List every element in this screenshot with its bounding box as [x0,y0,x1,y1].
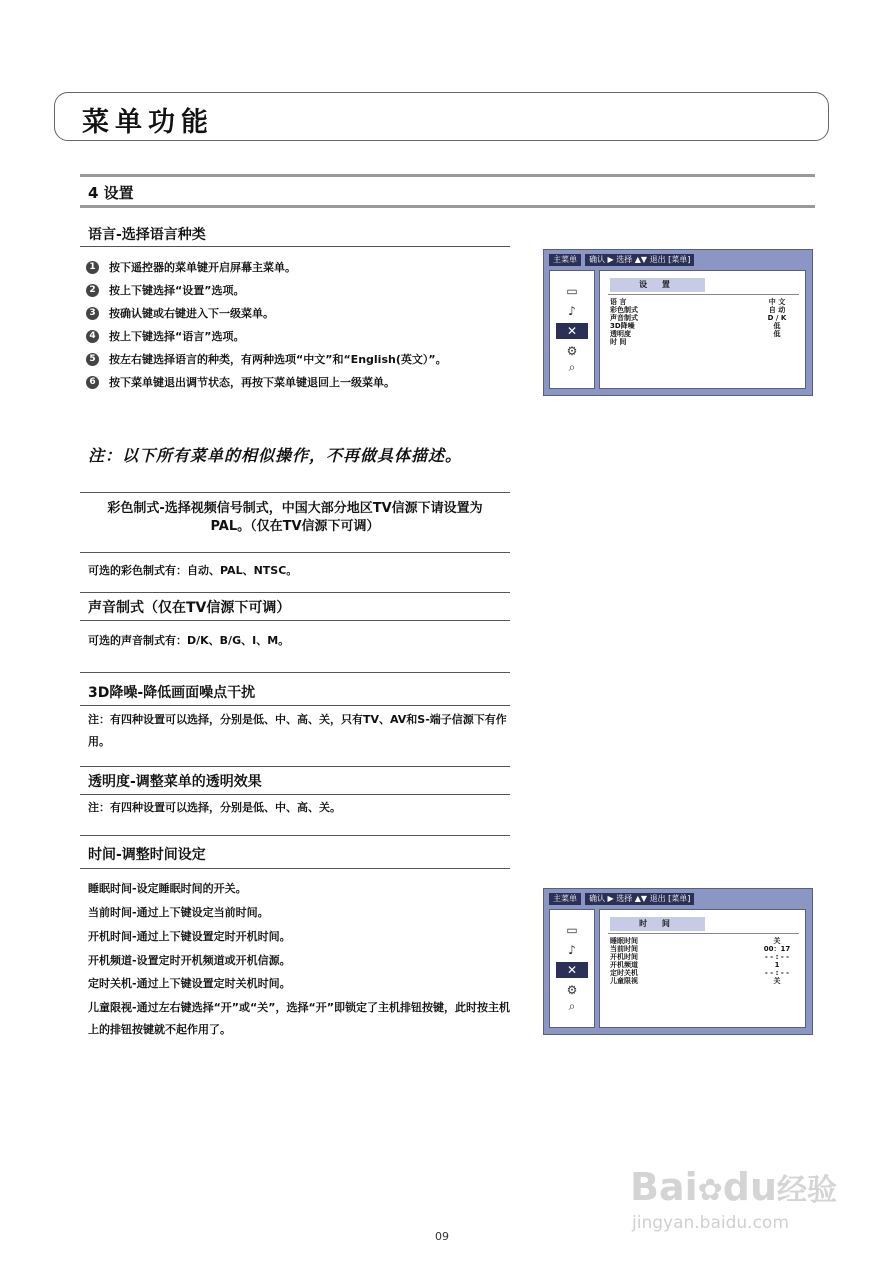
osd-row-label: 3D降噪 [610,322,635,330]
osd-row-label: 开机时间 [610,953,638,961]
osd-row-value: D / K [767,314,787,322]
section-divider-bottom [80,205,815,208]
tools-icon: ✕ [556,962,588,978]
time-line: 开机频道-设置定时开机频道或开机信源。 [88,954,291,967]
step-number: 2 [86,284,99,297]
language-step [86,374,395,390]
step-number: 3 [86,307,99,320]
transparency-heading: 透明度-调整菜单的透明效果 [88,774,262,790]
divider [80,620,510,621]
color-heading: 彩色制式-选择视频信号制式，中国大部分地区TV信源下请设置为PAL。（仅在TV信源下可调） [107,501,483,534]
osd-rows [610,937,797,985]
settings-menu-screenshot [543,249,813,396]
step-number: 4 [86,330,99,343]
osd-row-value: 关 [773,977,781,985]
osd-row-value: 中 文 [768,298,786,306]
general-note: 注：以下所有菜单的相似操作，不再做具体描述。 [88,446,463,465]
language-step [86,351,447,367]
osd-row [610,945,797,953]
osd-tab-title: 时 间 [610,917,705,931]
picture-icon: ▭ [566,284,578,298]
osd-row [610,953,797,961]
section-title: 4 设置 [88,184,134,202]
osd-row-value: - - : - - [764,969,790,977]
sound-icon: ♪ [568,943,576,957]
divider [80,835,510,836]
page-title: 菜单功能 [82,107,214,138]
baidu-watermark-logo [630,1165,837,1209]
osd-row [610,338,797,346]
time-line: 当前时间-通过上下键设定当前时间。 [88,906,269,919]
page-number: 09 [435,1230,449,1243]
osd-row-value [757,338,797,346]
osd-row-label: 开机频道 [610,961,638,969]
osd-row [610,322,797,330]
step-number: 6 [86,376,99,389]
osd-row-value: - - : - - [764,953,790,961]
osd-row [610,330,797,338]
time-line: 儿童限视-通过左右键选择“开”或“关”，选择“开”即锁定了主机排钮按键，此时按主机上的排钮按键就不起作用了。 [88,1001,510,1036]
osd-row [610,969,797,977]
osd-row-label: 语 言 [610,298,627,306]
color-body: 可选的彩色制式有：自动、PAL、NTSC。 [88,564,298,577]
transparency-body: 注：有四种设置可以选择，分别是低、中、高、关。 [88,801,341,814]
osd-tab-title: 设 置 [610,278,705,292]
language-step [86,282,244,298]
osd-content [599,270,806,389]
gear-icon: ⚙ [566,344,578,358]
osd-icon-column [549,909,595,1028]
language-step [86,259,296,275]
osd-row-value: 自 动 [768,306,786,314]
divider [80,868,510,869]
osd-hint-label: 确认 ▶ 选择 ▲▼ 退出 [菜单] [585,893,694,905]
osd-row [610,298,797,306]
osd-rows [610,298,797,346]
picture-icon: ▭ [566,923,578,937]
watermark-suffix: 经验 [777,1173,838,1208]
osd-divider [608,294,799,295]
watermark-brand: Bai [630,1165,698,1209]
osd-row-label: 时 间 [610,338,627,346]
osd-row-label: 当前时间 [610,945,638,953]
osd-top-bar [549,254,807,266]
time-heading: 时间-调整时间设定 [88,847,206,863]
osd-row-label: 声音制式 [610,314,638,322]
divider [80,246,510,247]
step-number: 5 [86,353,99,366]
time-line: 开机时间-通过上下键设置定时开机时间。 [88,930,291,943]
gear-icon: ⚙ [566,983,578,997]
step-text: 按上下键选择“设置”选项。 [109,284,245,297]
osd-row [610,306,797,314]
step-text: 按左右键选择语言的种类，有两种选项“中文”和“English(英文）”。 [109,353,447,366]
osd-row-value: 关 [773,937,781,945]
divider [80,794,510,795]
osd-content [599,909,806,1028]
watermark-brand2: du [722,1165,778,1209]
divider [80,672,510,673]
divider [80,552,510,553]
step-number: 1 [86,261,99,274]
osd-row-value: 低 [773,322,781,330]
osd-row-label: 睡眠时间 [610,937,638,945]
sound-body: 可选的声音制式有：D/K、B/G、I、M。 [88,634,290,647]
osd-main-menu-label: 主菜单 [549,893,581,905]
sound-icon: ♪ [568,304,576,318]
language-step [86,328,244,344]
osd-row-value: 低 [773,330,781,338]
step-text: 按下菜单键退出调节状态，再按下菜单键退回上一级菜单。 [109,376,395,389]
sound-heading: 声音制式（仅在TV信源下可调） [88,600,291,616]
language-step [86,305,274,321]
search-icon: ⌕ [568,999,576,1013]
time-menu-screenshot [543,888,813,1035]
osd-row-label: 透明度 [610,330,631,338]
language-heading: 语言-选择语言种类 [88,227,206,243]
osd-row [610,961,797,969]
osd-row [610,977,797,985]
divider [80,592,510,593]
time-line: 睡眠时间-设定睡眠时间的开关。 [88,882,247,895]
tools-icon: ✕ [556,323,588,339]
osd-row-label: 儿童限视 [610,977,638,985]
step-text: 按下遥控器的菜单键开启屏幕主菜单。 [109,261,296,274]
osd-hint-label: 确认 ▶ 选择 ▲▼ 退出 [菜单] [585,254,694,266]
section-divider-top [80,174,815,177]
nr-heading: 3D降噪-降低画面噪点干扰 [88,685,256,701]
osd-row-label: 彩色制式 [610,306,638,314]
divider [80,705,510,706]
search-icon: ⌕ [568,360,576,374]
osd-row [610,937,797,945]
osd-main-menu-label: 主菜单 [549,254,581,266]
osd-row-value: 1 [774,961,780,969]
nr-body: 注：有四种设置可以选择，分别是低、中、高、关，只有TV、AV和S-端子信源下有作用。 [88,713,507,748]
step-text: 按确认键或右键进入下一级菜单。 [109,307,274,320]
osd-row-value: 00：17 [763,945,791,953]
osd-divider [608,933,799,934]
time-line: 定时关机-通过上下键设置定时关机时间。 [88,977,291,990]
divider [80,766,510,767]
watermark-url: jingyan.baidu.com [632,1213,789,1233]
paw-icon: ✿ [697,1173,723,1208]
step-text: 按上下键选择“语言”选项。 [109,330,245,343]
osd-row [610,314,797,322]
divider [80,492,510,493]
osd-row-label: 定时关机 [610,969,638,977]
osd-icon-column [549,270,595,389]
osd-top-bar [549,893,807,905]
